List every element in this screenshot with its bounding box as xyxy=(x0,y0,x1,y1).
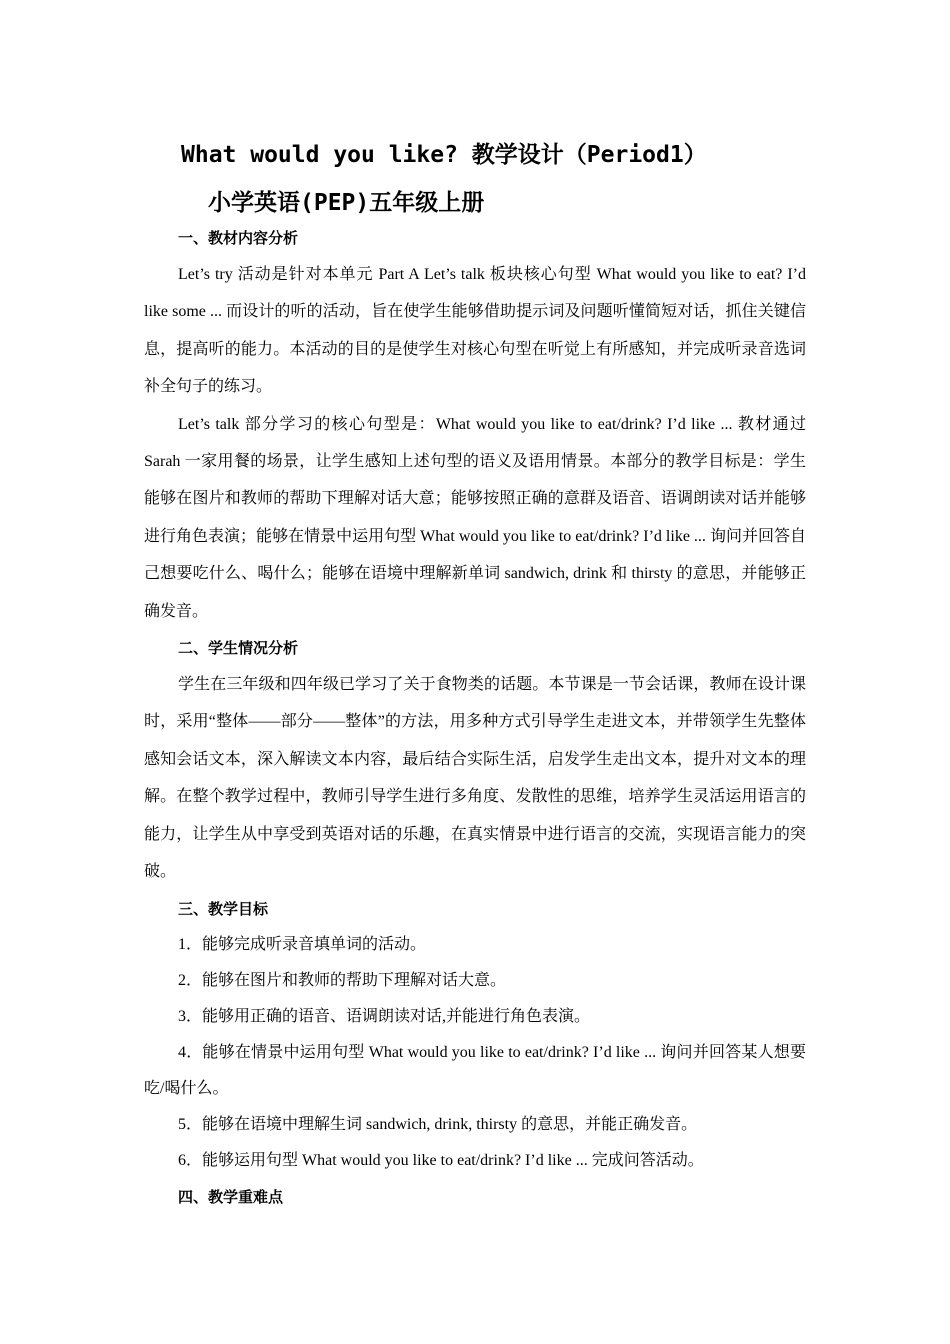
goal-item: 4．能够在情景中运用句型 What would you like to eat/drink? I’d like ... 询问并回答某人想要吃/喝什么。 xyxy=(144,1043,806,1097)
section-heading-textbook-analysis: 一、教材内容分析 xyxy=(178,229,299,247)
paragraph-student-analysis: 学生在三年级和四年级已学习了关于食物类的话题。本节课是一节会话课，教师在设计课时，采用“整体——部分——整体”的方法，用多种方式引导学生走进文本，并带领学生先整体感知会话文本，深入解读文本内容，最后结合实际生活，启发学生走出文本，提升对文本的理解。在整个教学过程中，教师引导学生进行多角度、发散性的思维，培养学生灵活运用语言的能力，让学生从中享受到英语对话的乐趣，在真实情景中进行语言的交流，实现语言能力的突破。 xyxy=(144,676,806,881)
document-body xyxy=(144,220,806,1215)
goal-item: 2．能够在图片和教师的帮助下理解对话大意。 xyxy=(178,971,507,989)
document-title: What would you like? 教学设计（Period1） xyxy=(181,142,707,168)
goal-item: 6．能够运用句型 What would you like to eat/drink? I’d like ... 完成问答活动。 xyxy=(178,1151,704,1169)
section-heading-student-analysis: 二、学生情况分析 xyxy=(178,639,299,658)
goal-item: 3．能够用正确的语音、语调朗读对话,并能进行角色表演。 xyxy=(178,1007,591,1025)
goal-item: 1．能够完成听录音填单词的活动。 xyxy=(178,935,427,953)
paragraph-lets-talk: Let’s talk 部分学习的核心句型是：What would you like to eat/drink? I’d like ... 教材通过 Sarah 一家用餐的场景，让学生感知上述句型的语义及语用情景。本部分的教学目标是：学生能够在图片和教师的帮助下理解对话大意；能够按照正确的意群及语音、语调朗读对话并能够进行角色表演；能够在情景中运用句型 What would you like to eat/drink? I’d like ... 询问并回答自己想要吃什么、喝什么；能够在语境中理解新单词 sandwich, drink 和 thirsty 的意思，并能够正确发音。 xyxy=(144,415,806,620)
goal-item: 5．能够在语境中理解生词 sandwich, drink, thirsty 的意思，并能正确发音。 xyxy=(178,1115,698,1133)
section-heading-key-points: 四、教学重难点 xyxy=(178,1187,284,1206)
section-heading-teaching-goals: 三、教学目标 xyxy=(178,899,269,918)
paragraph-lets-try: Let’s try 活动是针对本单元 Part A Let’s talk 板块核心句型 What would you like to eat? I’d like some ... 而设计的听的活动，旨在使学生能够借助提示词及问题听懂简短对话，抓住关键信息，提高听的能力。本活动的目的是使学生对核心句型在听觉上有所感知，并完成听录音选词补全句子的练习。 xyxy=(144,266,806,396)
document-subtitle: 小学英语(PEP)五年级上册 xyxy=(208,190,485,216)
